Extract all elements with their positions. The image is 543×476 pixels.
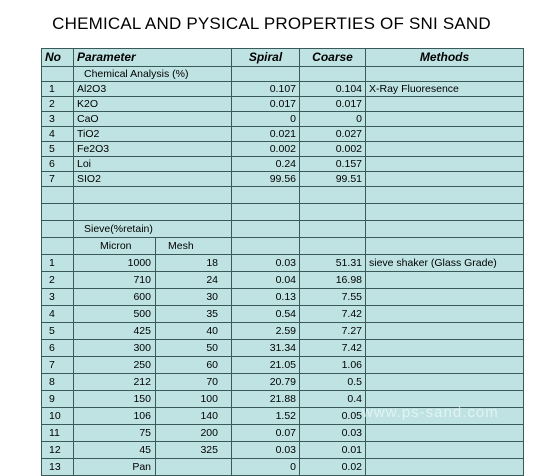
row-micron: 425: [74, 323, 156, 339]
row-method: [366, 357, 524, 374]
row-coarse: 7.42: [300, 340, 366, 357]
table-row: [42, 97, 524, 112]
row-parameter: Fe2O3: [74, 142, 232, 157]
row-no: 5: [42, 323, 74, 340]
row-mesh: 18: [206, 257, 218, 269]
table-row: [42, 142, 524, 157]
row-micron: 710: [74, 272, 156, 288]
table-row: [42, 82, 524, 97]
table-row: [42, 289, 524, 306]
spacer-section: [42, 187, 524, 221]
row-mesh: 60: [206, 359, 218, 371]
row-sieve-size: [74, 323, 232, 340]
row-spiral: 31.34: [232, 340, 300, 357]
row-no: 1: [42, 255, 74, 272]
row-parameter: SIO2: [74, 172, 232, 187]
row-parameter: K2O: [74, 97, 232, 112]
row-micron: 45: [74, 442, 156, 458]
row-method: [366, 112, 524, 127]
row-sieve-size: [74, 459, 232, 476]
row-coarse: 0.01: [300, 442, 366, 459]
table-header-row: [42, 49, 524, 67]
row-no: 7: [42, 357, 74, 374]
row-spiral: 0.002: [232, 142, 300, 157]
row-mesh: 50: [206, 342, 218, 354]
row-spiral: 0.107: [232, 82, 300, 97]
table-row: [42, 357, 524, 374]
row-micron: 106: [74, 408, 156, 424]
row-sieve-size: [74, 272, 232, 289]
row-coarse: 0.104: [300, 82, 366, 97]
row-mesh: 140: [200, 410, 218, 422]
row-micron: 75: [74, 425, 156, 441]
table-row: [42, 112, 524, 127]
mesh-header: Mesh: [168, 240, 194, 252]
row-parameter: TiO2: [74, 127, 232, 142]
watermark: www.ps-sand.com: [362, 404, 499, 421]
row-micron: 1000: [74, 255, 156, 271]
row-micron: 500: [74, 306, 156, 322]
row-method: [366, 289, 524, 306]
table-row: [42, 374, 524, 391]
row-spiral: 1.52: [232, 408, 300, 425]
table-row: [42, 157, 524, 172]
row-method: [366, 157, 524, 172]
row-coarse: 0.03: [300, 425, 366, 442]
row-coarse: 0.02: [300, 459, 366, 476]
table-row: [42, 255, 524, 272]
row-coarse: 0: [300, 112, 366, 127]
row-mesh: 325: [200, 444, 218, 456]
row-parameter: Loi: [74, 157, 232, 172]
row-method: sieve shaker (Glass Grade): [366, 255, 524, 272]
row-spiral: 0.54: [232, 306, 300, 323]
micron-header: Micron: [74, 238, 156, 254]
row-no: 5: [42, 142, 74, 157]
sieve-section-header: [42, 221, 524, 238]
row-coarse: 51.31: [300, 255, 366, 272]
row-no: 3: [42, 289, 74, 306]
sieve-section: [42, 221, 524, 476]
row-no: 2: [42, 272, 74, 289]
row-sieve-size: [74, 306, 232, 323]
table-row: [42, 425, 524, 442]
row-micron: 150: [74, 391, 156, 407]
row-mesh: 40: [206, 325, 218, 337]
chemical-section-label: Chemical Analysis (%): [74, 67, 232, 82]
row-sieve-size: [74, 425, 232, 442]
row-method: [366, 442, 524, 459]
row-spiral: 0.04: [232, 272, 300, 289]
row-micron: Pan: [74, 459, 156, 475]
row-coarse: 0.027: [300, 127, 366, 142]
header-spiral: Spiral: [232, 49, 300, 67]
row-method: [366, 425, 524, 442]
row-no: 4: [42, 306, 74, 323]
row-method: [366, 142, 524, 157]
table-row: [42, 306, 524, 323]
row-micron: 212: [74, 374, 156, 390]
row-sieve-size: [74, 255, 232, 272]
row-no: 3: [42, 112, 74, 127]
row-coarse: 7.55: [300, 289, 366, 306]
row-method: [366, 272, 524, 289]
row-sieve-size: [74, 340, 232, 357]
row-mesh: 200: [200, 427, 218, 439]
table-row: [42, 442, 524, 459]
row-spiral: 0.03: [232, 255, 300, 272]
table-row: [42, 323, 524, 340]
table-row: [42, 272, 524, 289]
header-parameter: Parameter: [74, 49, 232, 67]
row-spiral: 21.05: [232, 357, 300, 374]
row-spiral: 0.07: [232, 425, 300, 442]
row-coarse: 7.27: [300, 323, 366, 340]
row-spiral: 0.03: [232, 442, 300, 459]
chemical-section-header: [42, 67, 524, 82]
row-coarse: 0.002: [300, 142, 366, 157]
header-coarse: Coarse: [300, 49, 366, 67]
sieve-subheader-row: [42, 238, 524, 255]
row-coarse: 16.98: [300, 272, 366, 289]
row-spiral: 21.88: [232, 391, 300, 408]
row-micron: 600: [74, 289, 156, 305]
row-sieve-size: [74, 391, 232, 408]
row-no: 13: [42, 459, 74, 476]
row-coarse: 0.05: [300, 408, 366, 425]
row-method: [366, 172, 524, 187]
row-spiral: 99.56: [232, 172, 300, 187]
row-mesh: [156, 459, 218, 475]
row-no: 10: [42, 408, 74, 425]
row-mesh: 35: [206, 308, 218, 320]
row-no: 6: [42, 340, 74, 357]
row-spiral: 0.017: [232, 97, 300, 112]
row-parameter: Al2O3: [74, 82, 232, 97]
row-method: [366, 323, 524, 340]
row-coarse: 0.157: [300, 157, 366, 172]
row-no: 4: [42, 127, 74, 142]
row-coarse: 0.5: [300, 374, 366, 391]
row-method: [366, 306, 524, 323]
row-sieve-size: [74, 442, 232, 459]
row-micron: 250: [74, 357, 156, 373]
header-methods: Methods: [366, 49, 524, 67]
row-no: 2: [42, 97, 74, 112]
row-method: [366, 340, 524, 357]
row-no: 1: [42, 82, 74, 97]
row-method: [366, 97, 524, 112]
row-mesh: 30: [206, 291, 218, 303]
row-spiral: 0.021: [232, 127, 300, 142]
row-spiral: 0: [232, 112, 300, 127]
row-spiral: 0: [232, 459, 300, 476]
row-method: [366, 127, 524, 142]
row-micron: 300: [74, 340, 156, 356]
row-parameter: CaO: [74, 112, 232, 127]
row-no: 11: [42, 425, 74, 442]
header-no: No: [42, 49, 74, 67]
sieve-section-label: Sieve(%retain): [74, 221, 232, 238]
row-coarse: 99.51: [300, 172, 366, 187]
row-no: 9: [42, 391, 74, 408]
row-mesh: 70: [206, 376, 218, 388]
row-method: X-Ray Fluoresence: [366, 82, 524, 97]
row-sieve-size: [74, 374, 232, 391]
row-coarse: 7.42: [300, 306, 366, 323]
row-coarse: 0.4: [300, 391, 366, 408]
row-no: 8: [42, 374, 74, 391]
row-method: [366, 459, 524, 476]
page-title: CHEMICAL AND PYSICAL PROPERTIES OF SNI SAND: [52, 14, 491, 33]
chemical-section: [42, 67, 524, 187]
row-no: 6: [42, 157, 74, 172]
table-row: [42, 340, 524, 357]
row-no: 7: [42, 172, 74, 187]
table-row: [42, 459, 524, 476]
table-row: [42, 172, 524, 187]
spacer-row: [42, 187, 524, 204]
row-spiral: 0.13: [232, 289, 300, 306]
row-spiral: 0.24: [232, 157, 300, 172]
row-coarse: 0.017: [300, 97, 366, 112]
row-spiral: 20.79: [232, 374, 300, 391]
row-no: 12: [42, 442, 74, 459]
row-sieve-size: [74, 289, 232, 306]
row-mesh: 24: [206, 274, 218, 286]
row-sieve-size: [74, 357, 232, 374]
row-method: [366, 374, 524, 391]
row-mesh: 100: [200, 393, 218, 405]
spacer-row: [42, 204, 524, 221]
row-coarse: 1.06: [300, 357, 366, 374]
row-spiral: 2.59: [232, 323, 300, 340]
table-row: [42, 127, 524, 142]
row-sieve-size: [74, 408, 232, 425]
